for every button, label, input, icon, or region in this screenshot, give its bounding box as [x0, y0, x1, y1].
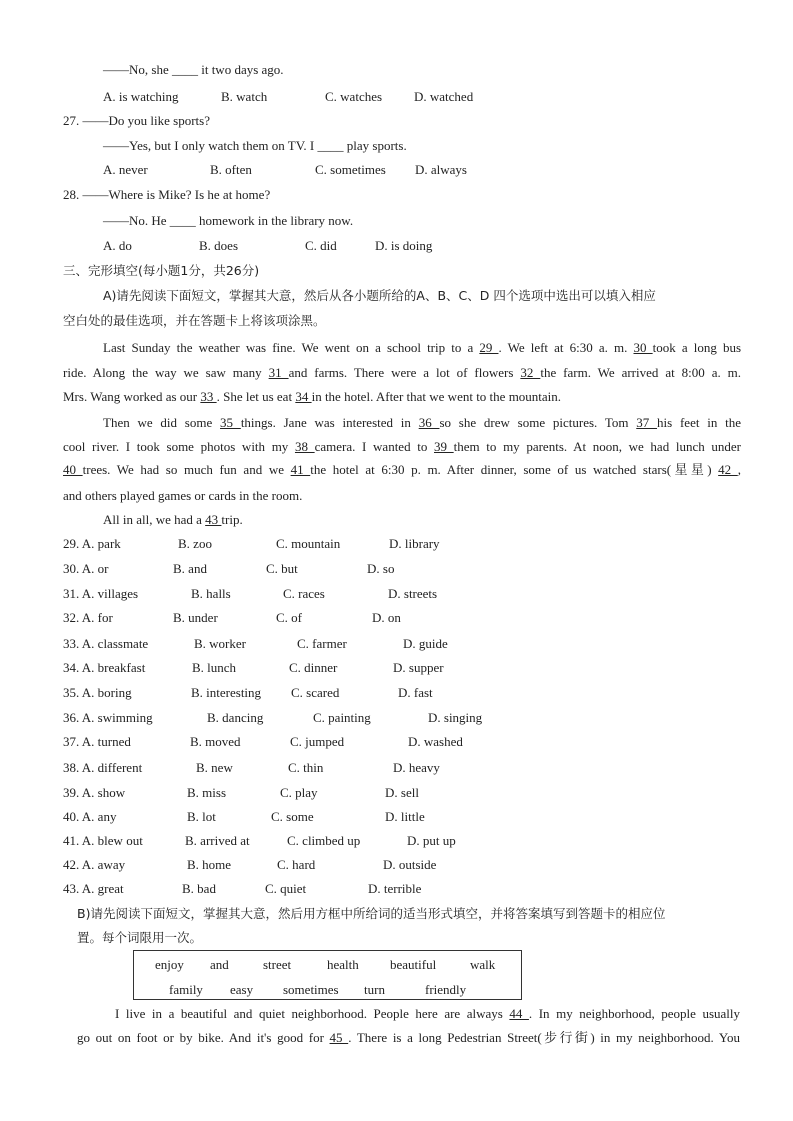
choice-42-c: C. hard: [277, 857, 316, 872]
choice-34-a: 34. A. breakfast: [63, 660, 146, 675]
blank-40: 40: [63, 462, 83, 477]
choice-40-b: B. lot: [187, 809, 216, 824]
choice-37-d: D. washed: [408, 734, 463, 749]
choice-34-d: D. supper: [393, 660, 444, 675]
part-a-instructions-line2: 空白处的最佳选项，并在答题卡上将该项涂黑。: [63, 313, 326, 328]
choice-30-d: D. so: [367, 561, 395, 576]
question-28-reply: ——No. He ____ homework in the library now.: [103, 213, 354, 228]
q27-option-a: A. never: [103, 162, 148, 177]
choice-43-b: B. bad: [182, 881, 216, 896]
choice-29-d: D. library: [389, 536, 440, 551]
question-26-reply: ——No, she ____ it two days ago.: [103, 62, 284, 77]
section-3-title: 三、完形填空(每小题1分，共26分): [63, 263, 260, 278]
q28-option-c: C. did: [305, 238, 337, 253]
choice-40-a: 40. A. any: [63, 809, 117, 824]
word-bank-item: and: [210, 957, 229, 972]
choice-36-c: C. painting: [313, 710, 371, 725]
word-bank-item: street: [263, 957, 292, 972]
choice-32-b: B. under: [173, 610, 218, 625]
question-27-reply: ——Yes, but I only watch them on TV. I ____ play sports.: [103, 138, 407, 153]
choice-33-d: D. guide: [403, 636, 448, 651]
choice-39-a: 39. A. show: [63, 785, 126, 800]
choice-31-d: D. streets: [388, 586, 438, 601]
passage-a-line: Last Sunday the weather was fine. We went on a school trip to a 29 . We left at 6:30 a. m. 30 took a long bus: [103, 340, 742, 355]
choice-38-b: B. new: [196, 760, 233, 775]
word-bank-item: friendly: [425, 982, 467, 997]
word-bank-item: walk: [470, 957, 496, 972]
blank-35: 35: [220, 415, 241, 430]
choice-31-c: C. races: [283, 586, 325, 601]
passage-b-line: go out on foot or by bike. And it's good for 45 . There is a long Pedestrian Street(步行街) in my neighborhood. You: [77, 1030, 741, 1045]
choice-40-c: C. some: [271, 809, 314, 824]
choice-38-c: C. thin: [288, 760, 324, 775]
choice-42-a: 42. A. away: [63, 857, 126, 872]
q27-option-d: D. always: [415, 162, 467, 177]
passage-a-line: and others played games or cards in the room.: [63, 488, 303, 503]
choice-35-c: C. scared: [291, 685, 340, 700]
q26-option-c: C. watches: [325, 89, 383, 104]
choice-37-c: C. jumped: [290, 734, 345, 749]
choice-43-a: 43. A. great: [63, 881, 124, 896]
blank-32: 32: [520, 365, 541, 380]
part-a-instructions-line1: A)请先阅读下面短文，掌握其大意，然后从各小题所给的A、B、C、D 四个选项中选出可以填入相应: [103, 288, 656, 303]
choice-42-b: B. home: [187, 857, 232, 872]
blank-36: 36: [418, 415, 440, 430]
blank-38: 38: [294, 439, 315, 454]
choice-31-a: 31. A. villages: [63, 586, 139, 601]
choice-39-b: B. miss: [187, 785, 227, 800]
blank-34: 34: [295, 389, 312, 404]
blank-37: 37: [636, 415, 658, 430]
choice-32-c: C. of: [276, 610, 302, 625]
choice-37-b: B. moved: [190, 734, 241, 749]
blank-39: 39: [434, 439, 454, 454]
choice-35-b: B. interesting: [191, 685, 262, 700]
choice-43-d: D. terrible: [368, 881, 422, 896]
choice-39-c: C. play: [280, 785, 318, 800]
choice-37-a: 37. A. turned: [63, 734, 131, 749]
choice-30-c: C. but: [266, 561, 298, 576]
choice-33-c: C. farmer: [297, 636, 347, 651]
part-b-instructions-line1: B)请先阅读下面短文，掌握其大意，然后用方框中所给词的适当形式填空，并将答案填写到答题卡的相应位: [77, 906, 666, 921]
q28-option-d: D. is doing: [375, 238, 433, 253]
word-bank-item: turn: [364, 982, 385, 997]
choice-32-a: 32. A. for: [63, 610, 113, 625]
choice-33-a: 33. A. classmate: [63, 636, 149, 651]
choice-41-a: 41. A. blew out: [63, 833, 143, 848]
blank-31: 31: [268, 365, 289, 380]
choice-41-d: D. put up: [407, 833, 456, 848]
q27-option-c: C. sometimes: [315, 162, 386, 177]
blank-43: 43: [205, 512, 222, 527]
blank-42: 42: [718, 462, 738, 477]
q27-option-b: B. often: [210, 162, 252, 177]
choice-30-b: B. and: [173, 561, 207, 576]
word-bank-item: easy: [230, 982, 254, 997]
passage-a-line: Mrs. Wang worked as our 33 . She let us eat 34 in the hotel. After that we went to the mountain.: [63, 389, 562, 404]
choice-35-d: D. fast: [398, 685, 433, 700]
word-bank-box: [133, 950, 522, 1000]
choice-38-d: D. heavy: [393, 760, 440, 775]
choice-32-d: D. on: [372, 610, 401, 625]
blank-33: 33: [200, 389, 217, 404]
choice-30-a: 30. A. or: [63, 561, 109, 576]
q28-option-a: A. do: [103, 238, 132, 253]
passage-a-line: cool river. I took some photos with my 38 camera. I wanted to 39 them to my parents. At noon, we had lunch under: [63, 439, 741, 454]
choice-36-b: B. dancing: [207, 710, 264, 725]
choice-33-b: B. worker: [194, 636, 246, 651]
word-bank-item: beautiful: [390, 957, 437, 972]
choice-36-d: D. singing: [428, 710, 483, 725]
q28-option-b: B. does: [199, 238, 238, 253]
passage-a-line: 40 trees. We had so much fun and we 41 the hotel at 6:30 p. m. After dinner, some of us watched stars(星星) 42 ,: [63, 462, 742, 477]
question-27-stem: 27. ——Do you like sports?: [63, 113, 210, 128]
passage-a-line: ride. Along the way we saw many 31 and farms. There were a lot of flowers 32 the farm. We arrived at 8:00 a. m.: [63, 365, 742, 380]
part-b-instructions-line2: 置。每个词限用一次。: [77, 930, 203, 945]
choice-34-c: C. dinner: [289, 660, 338, 675]
blank-44: 44: [509, 1006, 529, 1021]
blank-30: 30: [633, 340, 653, 355]
blank-45: 45: [329, 1030, 349, 1045]
passage-b-line: I live in a beautiful and quiet neighborhood. People here are always 44 . In my neighborhood, people usually: [115, 1006, 740, 1021]
choice-29-b: B. zoo: [178, 536, 212, 551]
q26-option-d: D. watched: [414, 89, 474, 104]
blank-41: 41: [290, 462, 311, 477]
word-bank-item: health: [327, 957, 359, 972]
choice-41-c: C. climbed up: [287, 833, 361, 848]
choice-39-d: D. sell: [385, 785, 419, 800]
word-bank-item: family: [169, 982, 203, 997]
choice-35-a: 35. A. boring: [63, 685, 132, 700]
choice-42-d: D. outside: [383, 857, 437, 872]
choice-29-c: C. mountain: [276, 536, 341, 551]
choice-40-d: D. little: [385, 809, 425, 824]
passage-a-line: All in all, we had a 43 trip.: [103, 512, 243, 527]
word-bank-item: sometimes: [283, 982, 339, 997]
choice-36-a: 36. A. swimming: [63, 710, 153, 725]
choice-43-c: C. quiet: [265, 881, 307, 896]
word-bank-item: enjoy: [155, 957, 184, 972]
choice-34-b: B. lunch: [192, 660, 237, 675]
passage-a-line: Then we did some 35 things. Jane was interested in 36 so she drew some pictures. Tom 37 his feet in the: [103, 415, 742, 430]
q26-option-a: A. is watching: [103, 89, 179, 104]
choice-41-b: B. arrived at: [185, 833, 250, 848]
blank-29: 29: [479, 340, 499, 355]
choice-29-a: 29. A. park: [63, 536, 121, 551]
choice-31-b: B. halls: [191, 586, 231, 601]
question-28-stem: 28. ——Where is Mike? Is he at home?: [63, 187, 271, 202]
q26-option-b: B. watch: [221, 89, 268, 104]
choice-38-a: 38. A. different: [63, 760, 143, 775]
